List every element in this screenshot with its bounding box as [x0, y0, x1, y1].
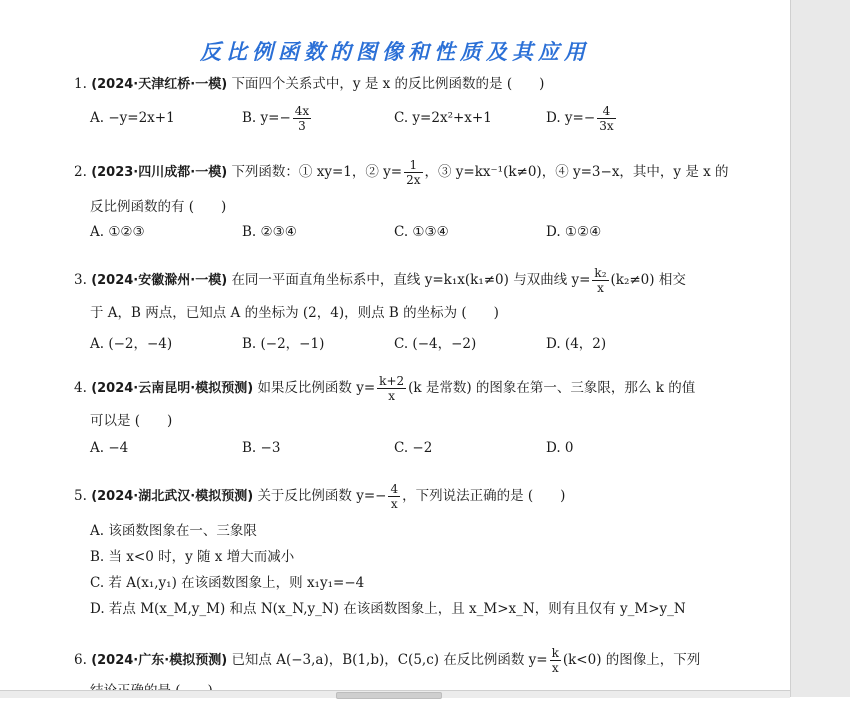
fraction: $\frac{k}{x}$	[551, 646, 559, 675]
question-source: (2024·广东·模拟预测)	[91, 653, 228, 668]
question-5-options	[90, 521, 686, 625]
option-a: A. ①②③	[90, 224, 145, 240]
question-4	[74, 374, 734, 431]
option-c: C. ①③④	[394, 224, 449, 240]
question-source: (2024·云南昆明·模拟预测)	[91, 381, 254, 396]
option-a: A. (−2，−4)	[90, 336, 173, 352]
question-number: 6.	[74, 652, 87, 668]
question-stem-rest: ，③ y=kx⁻¹(k≠0)，④ y=3−x，其中，y 是 x 的	[424, 164, 729, 180]
fraction: $\frac{4x}{3}$	[294, 104, 310, 133]
option-d: D. ①②④	[546, 224, 602, 240]
question-2-options	[90, 224, 730, 244]
option-d: D. 若点 M(x_M,y_M) 和点 N(x_N,y_N) 在该函数图象上，且 x_M>x_N，则有且仅有 y_M>y_N	[90, 601, 686, 617]
question-4-options	[90, 440, 730, 460]
question-stem: 下列函数：① xy=1，② y=	[231, 164, 403, 180]
option-d: D. 0	[546, 440, 574, 456]
option-b: B. −3	[242, 440, 281, 456]
fraction: $\frac{\text{k₂}}{x}$	[594, 266, 607, 295]
option-c: C. y=2x²+x+1	[394, 110, 492, 126]
option-c: C. 若 A(x₁,y₁) 在该函数图象上，则 x₁y₁=−4	[90, 575, 365, 591]
question-number: 3.	[74, 272, 87, 288]
question-stem-continued: 可以是 ( )	[90, 413, 173, 429]
question-source: (2024·天津红桥·一模)	[91, 77, 228, 92]
question-source: (2024·安徽滁州·一模)	[91, 273, 228, 288]
option-b: B. y=− $\frac{4x}{3}$	[242, 104, 310, 133]
question-number: 4.	[74, 380, 87, 396]
document-title: 反比例函数的图像和性质及其应用	[200, 39, 590, 64]
option-d: D. (4，2)	[546, 336, 607, 352]
fraction: $\frac{4}{x}$	[390, 482, 399, 511]
question-source: (2024·湖北武汉·模拟预测)	[91, 489, 254, 504]
option-a: A. 该函数图象在一、三象限	[90, 523, 257, 539]
question-stem-rest: (k 是常数) 的图象在第一、三象限，那么 k 的值	[408, 380, 696, 396]
question-stem-rest: (k<0) 的图像上，下列	[562, 652, 701, 668]
question-stem-rest: ，下列说法正确的是 ( )	[402, 488, 566, 504]
question-stem: 已知点 A(−3,a)，B(1,b)，C(5,c) 在反比例函数 y=	[231, 652, 548, 668]
question-stem: 如果反比例函数 y=	[257, 380, 376, 396]
question-stem: 在同一平面直角坐标系中，直线 y=k₁x(k₁≠0) 与双曲线 y=	[231, 272, 591, 288]
option-c: C. −2	[394, 440, 433, 456]
question-1	[74, 74, 734, 95]
question-stem-continued: 于 A，B 两点，已知点 A 的坐标为 (2，4)，则点 B 的坐标为 ( )	[90, 305, 499, 321]
question-3	[74, 266, 734, 323]
question-stem: 关于反比例函数 y=−	[257, 488, 387, 504]
option-a: A. −y=2x+1	[90, 110, 175, 126]
option-b: B. 当 x<0 时，y 随 x 增大而减小	[90, 549, 295, 565]
horizontal-scrollbar-thumb[interactable]	[336, 692, 442, 699]
question-source: (2023·四川成都·一模)	[91, 165, 228, 180]
question-number: 1.	[74, 76, 87, 92]
fraction: $\frac{1}{2x}$	[406, 158, 421, 187]
question-stem: 下面四个关系式中，y 是 x 的反比例函数的是 ( )	[231, 76, 545, 92]
vertical-scrollbar[interactable]	[790, 0, 850, 697]
option-b: B. (−2，−1)	[242, 336, 325, 352]
question-3-options	[90, 332, 730, 352]
fraction: $\frac{4}{3x}$	[599, 104, 614, 133]
option-a: A. −4	[90, 440, 129, 456]
question-1-options	[90, 104, 730, 133]
question-stem-continued: 反比例函数的有 ( )	[90, 199, 227, 215]
question-5	[74, 482, 734, 511]
question-stem-rest: (k₂≠0) 相交	[610, 272, 686, 288]
question-number: 5.	[74, 488, 87, 504]
question-number: 2.	[74, 164, 87, 180]
option-d: D. y=− $\frac{4}{3x}$	[546, 104, 614, 133]
option-b: B. ②③④	[242, 224, 297, 240]
question-2	[74, 158, 734, 217]
option-c: C. (−4，−2)	[394, 336, 477, 352]
fraction: $\frac{k+2}{x}$	[379, 374, 405, 403]
